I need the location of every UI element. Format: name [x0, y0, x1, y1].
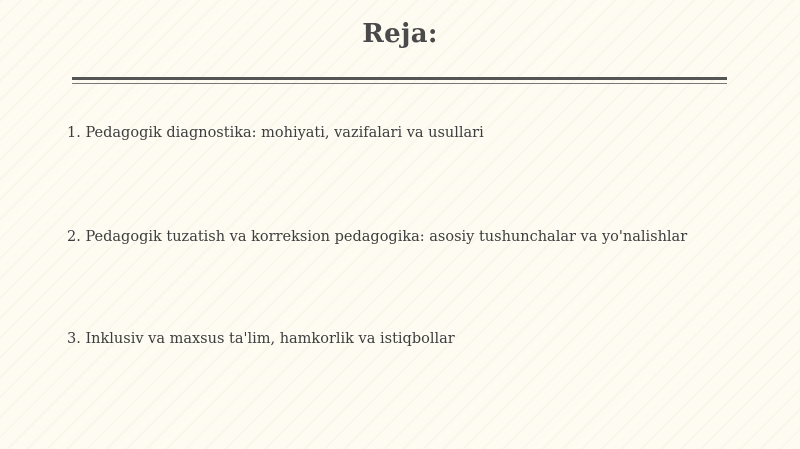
plan-item-3: 3. Inklusiv va maxsus ta'lim, hamkorlik va istiqbollar: [67, 331, 455, 347]
plan-item-2: 2. Pedagogik tuzatish va korreksion pedagogika: asosiy tushunchalar va yo'nalishlar: [67, 229, 688, 245]
plan-item-1: 1. Pedagogik diagnostika: mohiyati, vazifalari va usullari: [67, 125, 484, 141]
title-divider-thin: [72, 83, 727, 84]
title-divider-thick: [72, 77, 727, 80]
slide-title: Reja:: [362, 19, 438, 49]
